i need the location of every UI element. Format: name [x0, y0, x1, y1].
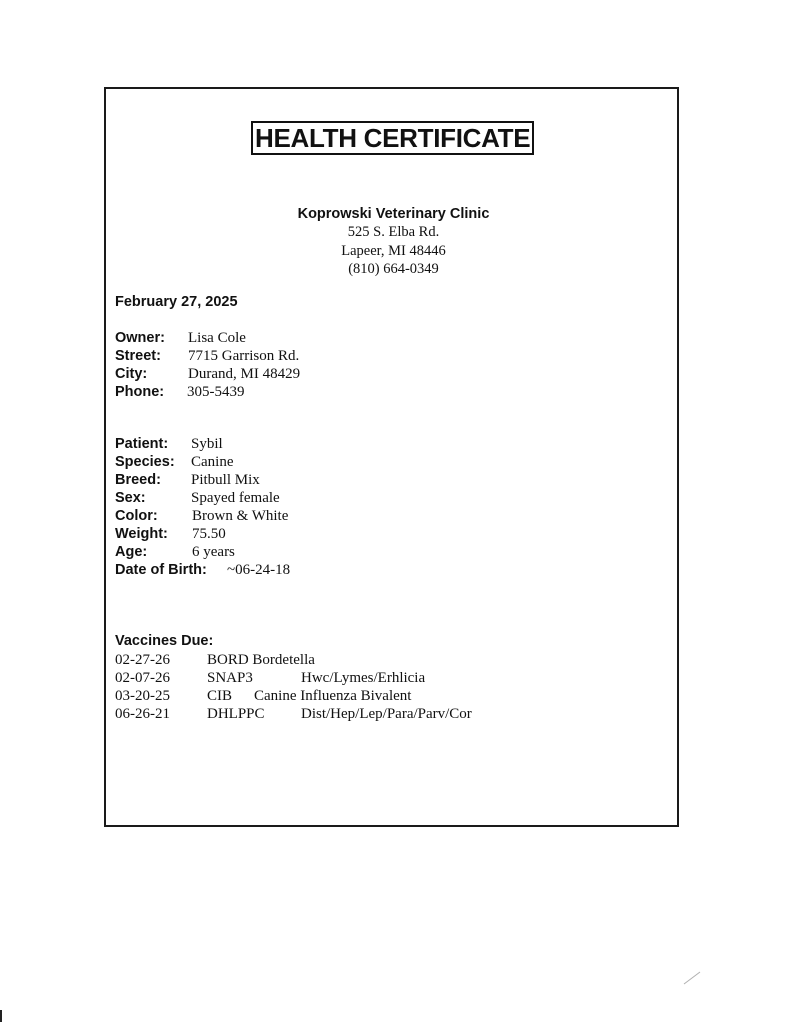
certificate-date: February 27, 2025 [115, 294, 238, 310]
vaccine-code: BORD Bordetella [207, 652, 315, 668]
vaccine-description: Hwc/Lymes/Erhlicia [301, 670, 426, 686]
scan-artifact-mark [680, 960, 710, 990]
scan-edge-mark [0, 1010, 2, 1022]
certificate-title: HEALTH CERTIFICATE [251, 121, 534, 155]
vaccine-date: 02-27-26 [115, 652, 170, 668]
phone-value: 305-5439 [187, 384, 245, 400]
dob-row [115, 561, 291, 579]
breed-value: Pitbull Mix [191, 472, 260, 488]
weight-value: 75.50 [192, 526, 226, 542]
city-label: City: [115, 366, 148, 382]
vaccine-date: 03-20-25 [115, 688, 170, 704]
street-label: Street: [115, 348, 161, 364]
city-row [115, 365, 301, 383]
dob-value: ~06-24-18 [227, 562, 291, 578]
vaccine-date: 06-26-21 [115, 706, 170, 722]
vaccine-code: CIB [207, 688, 233, 704]
street-row [115, 347, 300, 365]
owner-row [115, 329, 246, 347]
clinic-city: Lapeer, MI 48446 [341, 242, 446, 259]
species-label: Species: [115, 454, 175, 470]
patient-value: Sybil [191, 436, 223, 452]
sex-label: Sex: [115, 490, 146, 506]
age-row [115, 543, 235, 561]
color-row [115, 507, 289, 525]
clinic-name: Koprowski Veterinary Clinic [297, 206, 490, 222]
vaccine-description: Dist/Hep/Lep/Para/Parv/Cor [301, 706, 472, 722]
age-value: 6 years [192, 544, 235, 560]
patient-label: Patient: [115, 436, 169, 452]
clinic-street: 525 S. Elba Rd. [347, 224, 440, 240]
color-label: Color: [115, 508, 158, 524]
phone-label: Phone: [115, 384, 165, 400]
vaccine-date: 02-07-26 [115, 670, 170, 686]
color-value: Brown & White [192, 508, 289, 524]
city-value: Durand, MI 48429 [188, 366, 301, 382]
clinic-header [106, 205, 681, 279]
vaccines-heading: Vaccines Due: [115, 633, 214, 649]
certificate-frame [104, 87, 679, 827]
breed-row [115, 471, 260, 489]
sex-value: Spayed female [191, 490, 280, 506]
vaccine-code: DHLPPC [207, 706, 265, 722]
clinic-phone: (810) 664-0349 [348, 261, 439, 277]
age-label: Age: [115, 544, 148, 560]
vaccine-description: Canine Influenza Bivalent [254, 688, 412, 704]
weight-row [115, 525, 226, 543]
vaccine-code: SNAP3 [207, 670, 253, 686]
patient-row [115, 435, 223, 453]
sex-row [115, 489, 280, 507]
owner-value: Lisa Cole [188, 330, 246, 346]
breed-label: Breed: [115, 472, 161, 488]
species-row [115, 453, 234, 471]
street-value: 7715 Garrison Rd. [188, 348, 300, 364]
weight-label: Weight: [115, 526, 168, 542]
owner-label: Owner: [115, 330, 165, 346]
phone-row [115, 383, 245, 401]
species-value: Canine [191, 454, 234, 470]
dob-label: Date of Birth: [115, 562, 207, 578]
